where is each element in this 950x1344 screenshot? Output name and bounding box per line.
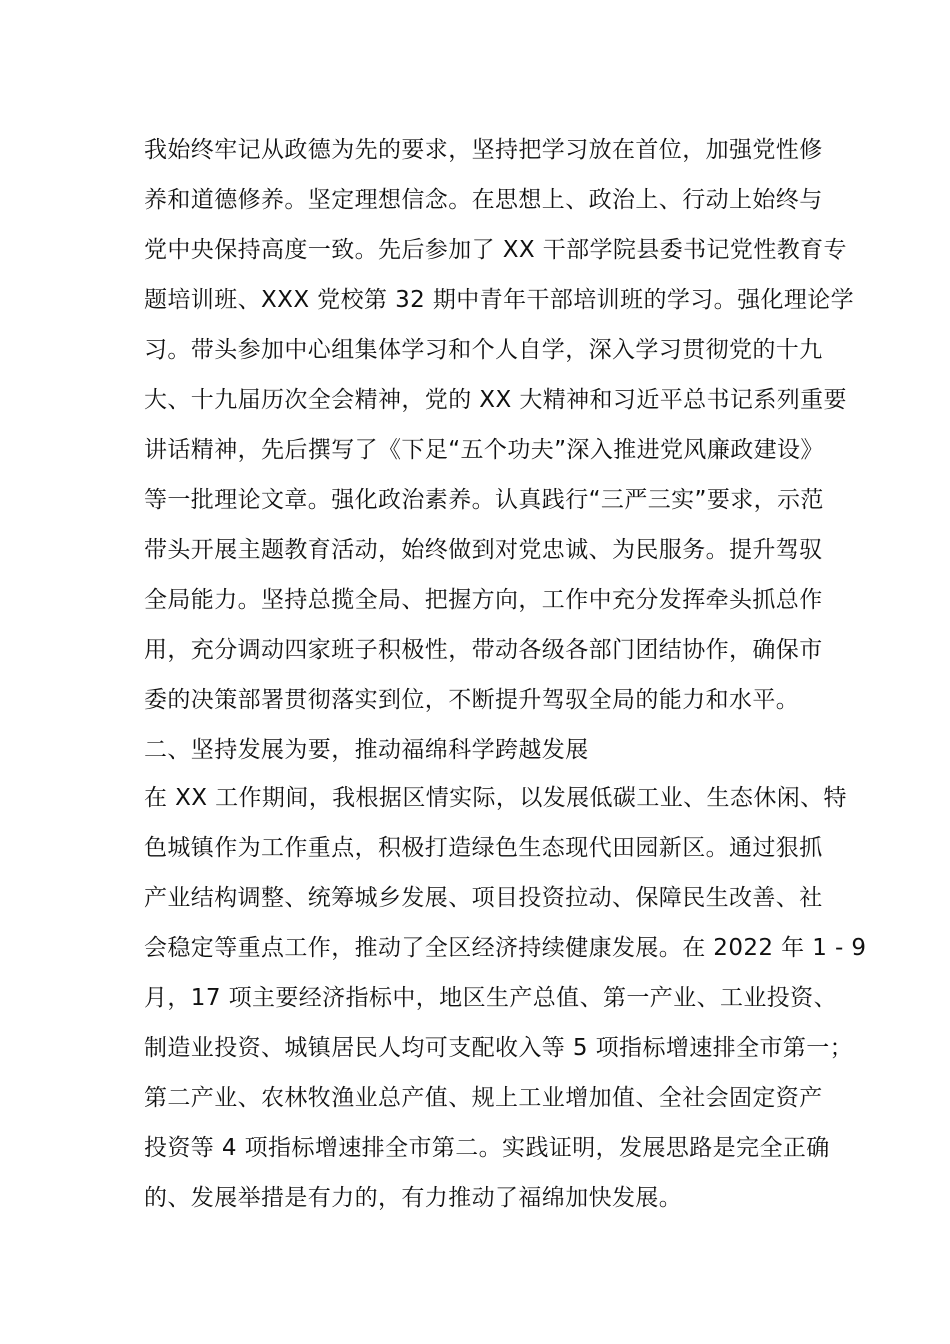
text-line: 全局能力。坚持总揽全局、把握方向，工作中充分发挥牵头抓总作 [144, 587, 823, 613]
text-line: 大、十九届历次全会精神，党的 XX 大精神和习近平总书记系列重要 [144, 387, 847, 413]
text-line: 会稳定等重点工作，推动了全区经济持续健康发展。在 2022 年 1 - 9 [144, 935, 867, 961]
text-line: 委的决策部署贯彻落实到位，不断提升驾驭全局的能力和水平。 [144, 687, 800, 713]
text-line: 产业结构调整、统筹城乡发展、项目投资拉动、保障民生改善、社 [144, 885, 823, 911]
text-line: 在 XX 工作期间，我根据区情实际，以发展低碳工业、生态休闲、特 [144, 785, 847, 811]
text-line: 第二产业、农林牧渔业总产值、规上工业增加值、全社会固定资产 [144, 1085, 823, 1111]
text-line: 投资等 4 项指标增速排全市第二。实践证明，发展思路是完全正确 [144, 1135, 830, 1161]
text-line: 带头开展主题教育活动，始终做到对党忠诚、为民服务。提升驾驭 [144, 537, 823, 563]
text-line: 党中央保持高度一致。先后参加了 XX 干部学院县委书记党性教育专 [144, 237, 847, 263]
text-line: 讲话精神，先后撰写了《下足“五个功夫”深入推进党风廉政建设》 [144, 437, 824, 463]
text-line: 月，17 项主要经济指标中，地区生产总值、第一产业、工业投资、 [144, 985, 837, 1011]
text-line: 色城镇作为工作重点，积极打造绿色生态现代田园新区。通过狠抓 [144, 835, 823, 861]
text-line: 习。带头参加中心组集体学习和个人自学，深入学习贯彻党的十九 [144, 337, 823, 363]
text-line: 用，充分调动四家班子积极性，带动各级各部门团结协作，确保市 [144, 637, 823, 663]
text-line: 我始终牢记从政德为先的要求，坚持把学习放在首位，加强党性修 [144, 137, 823, 163]
text-line: 的、发展举措是有力的，有力推动了福绵加快发展。 [144, 1185, 683, 1211]
text-line: 等一批理论文章。强化政治素养。认真践行“三严三实”要求，示范 [144, 487, 824, 513]
text-line: 题培训班、XXX 党校第 32 期中青年干部培训班的学习。强化理论学 [144, 287, 855, 313]
section-heading: 二、坚持发展为要，推动福绵科学跨越发展 [144, 737, 589, 763]
text-line: 养和道德修养。坚定理想信念。在思想上、政治上、行动上始终与 [144, 187, 823, 213]
text-line: 制造业投资、城镇居民人均可支配收入等 5 项指标增速排全市第一； [144, 1035, 854, 1061]
